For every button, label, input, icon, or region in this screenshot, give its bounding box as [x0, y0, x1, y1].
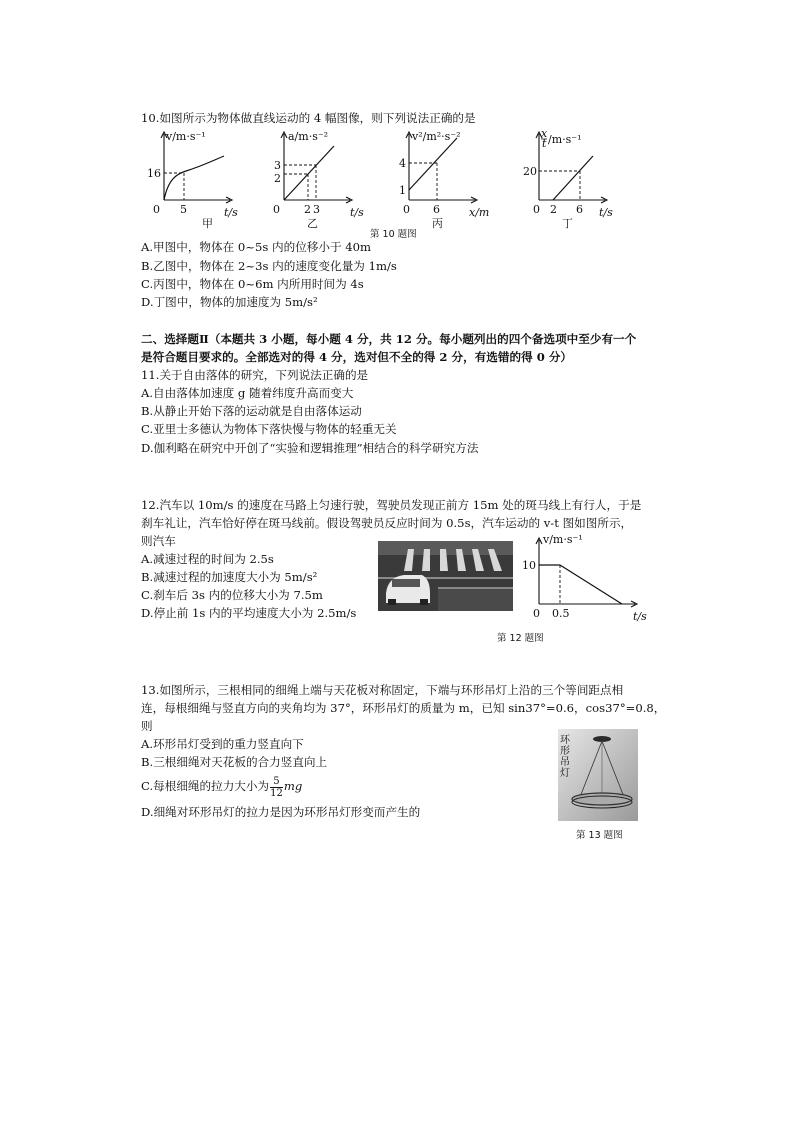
q12-stem-line1: 12.汽车以 10m/s 的速度在马路上匀速行驶，驾驶员发现正前方 15m 处的斑马线上有行人，于是 — [141, 498, 642, 512]
bing-xlabel: x/m — [469, 206, 490, 219]
q12-option-b: B.减速过程的加速度大小为 5m/s² — [141, 570, 318, 584]
bing-xtick: 6 — [433, 203, 440, 216]
label-char-4: 灯 — [560, 768, 570, 779]
q12-caption: 第 12 题图 — [497, 633, 544, 644]
ding-origin: 0 — [533, 203, 540, 216]
ding-xtick-2: 2 — [550, 203, 557, 216]
yi-ytick-2: 2 — [274, 172, 281, 185]
q11-stem: 11.关于自由落体的研究，下列说法正确的是 — [141, 368, 369, 382]
q13-option-c-suffix: mg — [283, 779, 303, 793]
yi-name: 乙 — [307, 217, 318, 230]
q12-photo-crosswalk — [378, 541, 513, 611]
q13-caption: 第 13 题图 — [576, 830, 623, 841]
q12-option-d: D.停止前 1s 内的平均速度大小为 2.5m/s — [141, 606, 357, 620]
q11-option-c: C.亚里士多德认为物体下落快慢与物体的轻重无关 — [141, 422, 397, 436]
ding-xlabel: t/s — [599, 206, 613, 219]
q10-graph-ding — [523, 127, 620, 230]
q13-option-c-text: C.每根细绳的拉力大小为 — [141, 779, 270, 793]
q13-photo-label — [560, 735, 572, 779]
q10-caption: 第 10 题图 — [370, 229, 417, 240]
q13-option-a: A.环形吊灯受到的重力竖直向下 — [141, 737, 304, 751]
q10-graph-yi — [270, 128, 365, 230]
yi-origin: 0 — [273, 203, 280, 216]
q13-option-c-fraction — [270, 776, 283, 799]
q13-stem-line3: 则 — [141, 719, 153, 733]
q12-vt-graph — [522, 532, 647, 627]
q13-stem-line1: 13.如图所示，三根相同的细绳上端与天花板对称固定，下端与环形吊灯上沿的三个等间距点相 — [141, 683, 624, 697]
bing-ytick-4: 4 — [399, 157, 406, 170]
q10-option-d: D.丁图中，物体的加速度为 5m/s² — [141, 295, 318, 309]
ding-ylabel-x: x — [541, 127, 548, 140]
jia-name: 甲 — [202, 217, 213, 230]
jia-xtick: 5 — [180, 203, 187, 216]
yi-xlabel: t/s — [350, 206, 364, 219]
jia-xlabel: t/s — [224, 206, 238, 219]
q10-stem: 10.如图所示为物体做直线运动的 4 幅图像，则下列说法正确的是 — [141, 111, 476, 125]
ding-ytick: 20 — [523, 165, 537, 178]
q12-graph-xtick: 0.5 — [552, 607, 570, 620]
q12-option-a: A.减速过程的时间为 2.5s — [141, 552, 274, 566]
q11-option-a: A.自由落体加速度 g 随着纬度升高而变大 — [141, 386, 354, 400]
jia-origin: 0 — [153, 203, 160, 216]
frac-numerator: 5 — [270, 776, 283, 788]
frac-denominator: 12 — [270, 787, 283, 799]
section2-heading-line1: 二、选择题Ⅱ（本题共 3 小题，每小题 4 分，共 12 分。每小题列出的四个备选项中至少有一个 — [141, 332, 637, 346]
yi-ytick-3: 3 — [274, 159, 281, 172]
label-char-2: 形 — [560, 746, 570, 757]
q10-graph-jia — [147, 128, 245, 230]
q11-option-b: B.从静止开始下落的运动就是自由落体运动 — [141, 404, 362, 418]
q13-stem-line2: 连，每根细绳与竖直方向的夹角均为 37°，环形吊灯的质量为 m，已知 sin37°=0.6，cos37°=0.8， — [141, 701, 666, 715]
label-char-1: 环 — [560, 735, 570, 746]
yi-xtick-2: 2 — [304, 203, 311, 216]
yi-ylabel: a/m·s⁻² — [288, 130, 329, 143]
q12-stem-line2: 刹车礼让，汽车恰好停在斑马线前。假设驾驶员反应时间为 0.5s，汽车运动的 v-t 图如图所示， — [141, 516, 633, 530]
bing-name: 丙 — [432, 217, 443, 230]
bing-ylabel: v²/m²·s⁻² — [412, 130, 461, 143]
q12-graph-origin: 0 — [533, 607, 540, 620]
ding-ylabel-unit: /m·s⁻¹ — [548, 133, 582, 146]
q10-option-b: B.乙图中，物体在 2~3s 内的速度变化量为 1m/s — [141, 259, 397, 273]
bing-ytick-1: 1 — [399, 184, 406, 197]
q10-graph-bing — [395, 128, 490, 230]
q13-option-c — [141, 773, 302, 799]
q10-option-a: A.甲图中，物体在 0~5s 内的位移小于 40m — [141, 240, 371, 254]
bing-origin: 0 — [403, 203, 410, 216]
jia-ytick: 16 — [147, 167, 161, 180]
ding-ylabel-t: t — [542, 137, 547, 150]
q12-graph-ytick: 10 — [522, 559, 536, 572]
jia-ylabel: v/m·s⁻¹ — [166, 130, 206, 143]
section2-heading-line2: 是符合题目要求的。全部选对的得 4 分，选对但不全的得 2 分，有选错的得 0 分） — [141, 350, 573, 364]
ding-name: 丁 — [562, 217, 573, 230]
ding-xtick-6: 6 — [576, 203, 583, 216]
q11-option-d: D.伽利略在研究中开创了“实验和逻辑推理”相结合的科学研究方法 — [141, 441, 479, 455]
q12-stem-line3: 则汽车 — [141, 534, 176, 548]
q12-option-c: C.刹车后 3s 内的位移大小为 7.5m — [141, 588, 323, 602]
yi-xtick-3: 3 — [313, 203, 320, 216]
label-char-3: 吊 — [560, 757, 570, 768]
q10-option-c: C.丙图中，物体在 0~6m 内所用时间为 4s — [141, 277, 364, 291]
q12-graph-ylabel: v/m·s⁻¹ — [543, 533, 583, 546]
q12-graph-xlabel: t/s — [633, 610, 647, 623]
q13-option-b: B.三根细绳对天花板的合力竖直向上 — [141, 755, 328, 769]
q13-option-d: D.细绳对环形吊灯的拉力是因为环形吊灯形变而产生的 — [141, 805, 421, 819]
